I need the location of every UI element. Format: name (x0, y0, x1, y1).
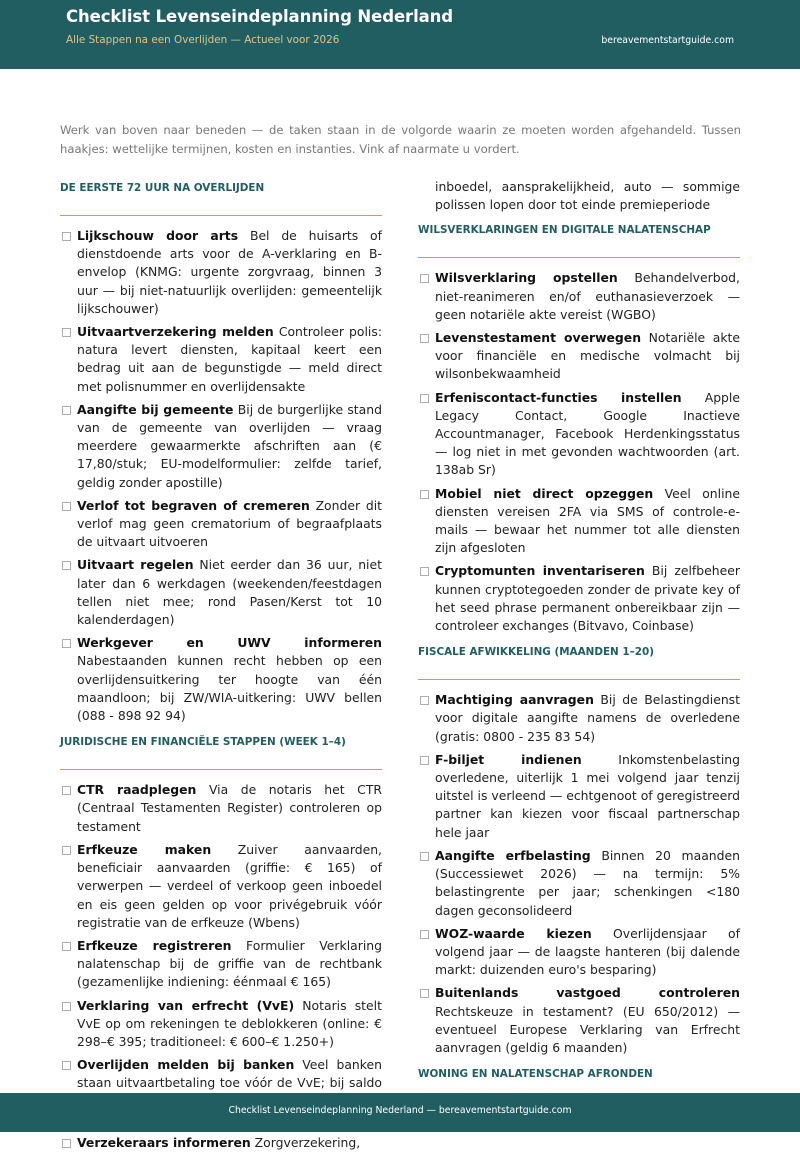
checkbox[interactable] (62, 502, 71, 511)
item-name: F-biljet indienen (435, 751, 582, 767)
item-description: Veel banken staan uitvaartbetaling toe vóór de VvE; bij saldo (77, 1057, 382, 1091)
intro-text: Werk van boven naar beneden — de taken staan in de volgorde waarin ze moeten worden afgehandeld. Tussen haakjes: wettelijke termijnen, kosten en instanties. Vink af naarmate u vordert. (60, 123, 741, 156)
item-name: Lijkschouw door arts (77, 228, 239, 243)
checklist-item[interactable] (418, 847, 740, 920)
item-name: Wilsverklaring opstellen (435, 270, 618, 286)
item-name: Verzekeraars informeren (77, 1134, 251, 1150)
checkbox[interactable] (420, 274, 429, 283)
item-name: Uitvaart regelen (77, 557, 194, 573)
section-heading: FISCALE AFWIKKELING (MAANDEN 1–20) (418, 640, 740, 680)
item-description: Controleer polis: natura levert diensten, kapitaal keert een bedrag uit aan de begunstigde — meld direct met polisnummer en overlijdensakte (77, 324, 382, 394)
item-description: Apple Legacy Contact, Google Inactieve Accountmanager, Facebook Herdenkingsstatus — log niet in met gevonden wachtwoorden (art. 138ab Sr) (435, 389, 740, 478)
item-name: Aangifte bij gemeente (77, 401, 234, 417)
checkbox[interactable] (62, 639, 71, 648)
item-description: Niet eerder dan 36 uur, niet later dan 6 werkdagen (weekenden/feestdagen tellen niet mee; rond Pasen/Kerst tot 10 kalenderdagen) (77, 557, 382, 628)
checklist-item[interactable] (418, 984, 740, 1057)
right-column (418, 176, 740, 1136)
item-name: WOZ-waarde kiezen (435, 925, 592, 941)
checklist-item[interactable] (60, 997, 382, 1052)
checkbox[interactable] (62, 1061, 71, 1070)
checkbox[interactable] (420, 490, 429, 499)
item-description: Veel online diensten vereisen 2FA via SMS of controle-e-mails — bewaar het nummer tot alle diensten zijn afgesloten (435, 485, 740, 556)
item-description: Via de notaris het CTR (Centraal Testamenten Register) controleren op testament (77, 782, 382, 834)
checkbox[interactable] (420, 394, 429, 403)
page-footer (0, 1093, 800, 1132)
checklist-item[interactable] (418, 751, 740, 842)
page-header (0, 0, 800, 69)
checkbox[interactable] (62, 1139, 71, 1148)
item-description: Binnen 20 maanden (Successiewet 2026) — na termijn: 5% belastingrente per jaar; schenkingen <180 dagen geconsolideerd (435, 847, 740, 918)
checkbox[interactable] (62, 1002, 71, 1011)
item-description: Behandelverbod, niet-reanimeren en/of euthanasieverzoek — geen notariële akte vereist (WGBO) (435, 270, 740, 322)
checkbox[interactable] (62, 406, 71, 415)
item-description: Inkomstenbelasting overledene, uiterlijk 1 mei volgend jaar tenzij uitstel is verleend — echtgenoot of geregistreerd partner kan kiezen voor fiscaal partnerschap hele jaar (435, 751, 740, 840)
item-name: CTR raadplegen (77, 782, 197, 798)
item-description: Zuiver aanvaarden, beneficiair aanvaarden (griffie: € 165) of verwerpen — verdeel of verkoop geen inboedel en eis geen gelden op voor privégebruik vóór registratie van de erfkeuze (Wbens) (77, 841, 382, 930)
checkbox[interactable] (420, 696, 429, 705)
checklist-item[interactable] (60, 937, 382, 992)
checklist-item[interactable] (60, 227, 382, 318)
checkbox[interactable] (420, 756, 429, 765)
document-subtitle: Alle Stappen na een Overlijden — Actueel voor 2026 (66, 34, 340, 46)
item-name: Verklaring van erfrecht (VvE) (77, 997, 295, 1013)
checkbox[interactable] (420, 989, 429, 998)
item-name: Buitenlands vastgoed controleren (435, 985, 740, 1001)
item-description: Zorgverzekering, (254, 1134, 361, 1150)
item-description: Bij de burgerlijke stand van de gemeente van overlijden — vraag meerdere gewaarmerkte afschriften aan (€ 17,80/stuk; EU-modelformulier: zelfde tarief, geldig zonder apostille) (77, 401, 382, 490)
section-heading: WILSVERKLARINGEN EN DIGITALE NALATENSCHAP (418, 218, 740, 258)
document-title: Checklist Levenseindeplanning Nederland (66, 7, 454, 26)
checklist-item[interactable] (418, 562, 740, 635)
item-description: Nabestaanden kunnen recht hebben op een overlijdensuitkering ter hoogte van één maandloon; bij ZW/WIA-uitkering: UWV bellen (088 - 898 92 94) (77, 653, 382, 724)
checklist-item[interactable] (418, 269, 740, 324)
item-name: Machtiging aanvragen (435, 692, 594, 708)
checkbox[interactable] (62, 846, 71, 855)
item-description: Bel de huisarts of dienstdoende arts voor de A-verklaring en B-envelop (KNMG: urgente zorgvraag, binnen 3 uur — bij niet-natuurlijk overlijden: gemeentelijk lijkschouwer) (77, 228, 382, 316)
checkbox[interactable] (420, 567, 429, 576)
section-heading: WONING EN NALATENSCHAP AFRONDEN (418, 1062, 740, 1102)
item-description: Notaris stelt VvE op om rekeningen te deblokkeren (online: € 298–€ 395; traditioneel: € 600–€ 1.250+) (77, 997, 382, 1049)
item-description: Rechtskeuze in testament? (EU 650/2012) — eventueel Europese Verklaring van Erfrecht aanvragen (geldig 6 maanden) (435, 1003, 740, 1055)
left-column (60, 176, 382, 1157)
checklist-item[interactable] (60, 556, 382, 629)
checklist-item[interactable] (60, 634, 382, 725)
section-heading: JURIDISCHE EN FINANCIËLE STAPPEN (WEEK 1–4) (60, 730, 382, 770)
item-description: Zonder dit verlof mag geen crematorium of begraafplaats de uitvaart uitvoeren (77, 497, 382, 550)
item-description: Formulier Verklaring nalatenschap bij de griffie van de rechtbank (gezamenlijke indiening: éénmaal € 165) (77, 937, 382, 990)
section-heading: DE EERSTE 72 UUR NA OVERLIJDEN (60, 176, 382, 216)
item-continuation: inboedel, aansprakelijkheid, auto — sommige polissen lopen door tot einde premieperiode (435, 179, 740, 213)
item-description: Bij de Belastingdienst voor digitale aangifte namens de overledene (gratis: 0800 - 235 83 54) (435, 692, 740, 744)
item-name: Verlof tot begraven of cremeren (77, 497, 310, 513)
checklist-item[interactable] (60, 841, 382, 932)
item-name: Levenstestament overwegen (435, 330, 642, 346)
item-name: Erfeniscontact-functies instellen (435, 389, 682, 405)
checkbox[interactable] (62, 232, 71, 241)
item-description: Notariële akte voor financiële en medische volmacht bij wilsonbekwaamheid (435, 330, 740, 382)
checklist-item[interactable] (418, 691, 740, 746)
checkbox[interactable] (62, 786, 71, 795)
item-name: Werkgever en UWV informeren (77, 635, 382, 651)
item-name: Aangifte erfbelasting (435, 847, 591, 863)
item-name: Erfkeuze registreren (77, 937, 232, 953)
item-description: Overlijdensjaar of volgend jaar — de laagste hanteren (bij dalende markt: duizenden euro's besparing) (435, 925, 740, 978)
checklist-item[interactable] (60, 781, 382, 836)
checklist-item[interactable] (418, 485, 740, 558)
item-name: Uitvaartverzekering melden (77, 324, 274, 340)
item-name: Overlijden melden bij banken (77, 1057, 295, 1073)
item-name: Erfkeuze maken (77, 841, 212, 857)
item-name: Cryptomunten inventariseren (435, 563, 645, 579)
checkbox[interactable] (420, 852, 429, 861)
checklist-item[interactable] (418, 389, 740, 480)
checklist-item[interactable] (418, 329, 740, 384)
item-name: Mobiel niet direct opzeggen (435, 485, 654, 501)
checklist-item[interactable] (418, 925, 740, 980)
checklist-item[interactable] (60, 1134, 382, 1152)
checkbox[interactable] (62, 561, 71, 570)
checkbox[interactable] (62, 328, 71, 337)
checkbox[interactable] (420, 334, 429, 343)
checklist-item[interactable] (60, 323, 382, 396)
checklist-item[interactable] (60, 497, 382, 552)
item-description: Bij zelfbeheer kunnen cryptotegoeden zonder de private key of het seed phrase permanent onbereikbaar zijn — controleer exchanges (Bitvavo, Coinbase) (435, 563, 740, 634)
checkbox[interactable] (62, 942, 71, 951)
header-site-link[interactable]: bereavementstartguide.com (601, 35, 734, 46)
checkbox[interactable] (420, 930, 429, 939)
checklist-item[interactable] (60, 401, 382, 492)
footer-text: Checklist Levenseindeplanning Nederland — bereavementstartguide.com (228, 1105, 572, 1116)
